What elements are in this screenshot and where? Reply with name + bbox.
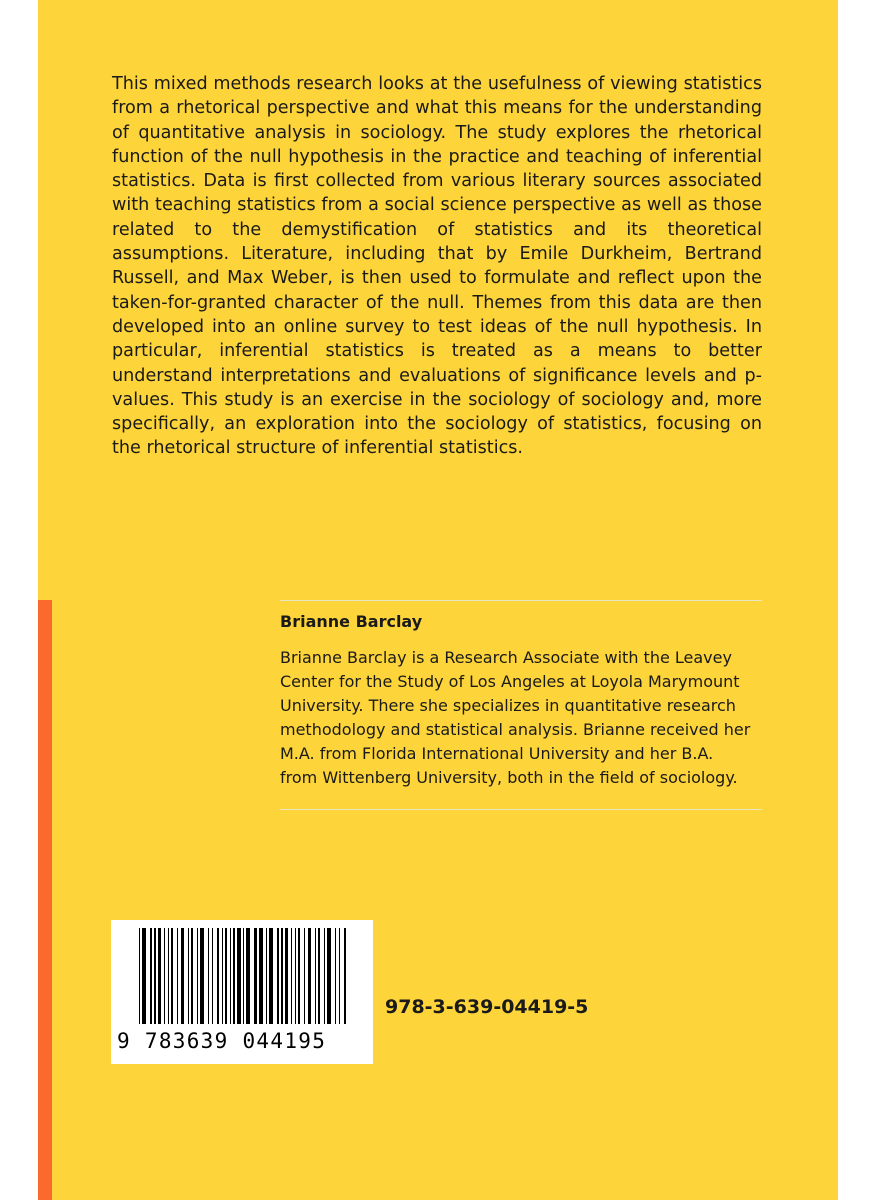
barcode-bar: [335, 928, 336, 1024]
barcode-bar: [269, 928, 273, 1024]
barcode-bar: [266, 928, 267, 1024]
barcode-bar: [327, 928, 331, 1024]
barcode-bar: [298, 928, 300, 1024]
barcode-bar: [188, 928, 189, 1024]
barcode-bar: [150, 928, 152, 1024]
barcode-bar: [339, 928, 340, 1024]
barcode-bar: [200, 928, 204, 1024]
barcode-bar: [139, 928, 140, 1024]
author-bio-line: from Wittenberg University, both in the field of sociology.: [280, 768, 738, 787]
barcode-bar: [230, 928, 231, 1024]
barcode: [111, 920, 373, 1064]
author-bio-line: Center for the Study of Los Angeles at Loyola Marymount: [280, 672, 740, 691]
barcode-bar: [243, 928, 244, 1024]
barcode-digits: 9 783639 044195: [117, 1029, 327, 1053]
author-bio-line: methodology and statistical analysis. Brianne received her: [280, 720, 751, 739]
barcode-bar: [208, 928, 209, 1024]
barcode-bar: [344, 928, 346, 1024]
barcode-bar: [168, 928, 169, 1024]
barcode-bar: [315, 928, 316, 1024]
isbn-number: 978-3-639-04419-5: [385, 996, 589, 1018]
author-bio-line: University. There she specializes in quantitative research: [280, 696, 736, 715]
barcode-bar: [318, 928, 320, 1024]
author-bio-line: Brianne Barclay is a Research Associate with the Leavey: [280, 648, 732, 667]
barcode-bar: [212, 928, 213, 1024]
barcode-bar: [225, 928, 227, 1024]
barcode-bar: [191, 928, 193, 1024]
barcode-bar: [291, 928, 292, 1024]
barcode-bar: [233, 928, 235, 1024]
barcode-bar: [304, 928, 305, 1024]
barcode-bar: [259, 928, 263, 1024]
barcode-bar: [324, 928, 325, 1024]
divider-bottom: [280, 809, 762, 810]
barcode-bar: [246, 928, 250, 1024]
barcode-bar: [308, 928, 311, 1024]
barcode-bar: [237, 928, 241, 1024]
author-bio-line: M.A. from Florida International University and her B.A.: [280, 744, 714, 763]
barcode-bar: [285, 928, 288, 1024]
author-name: Brianne Barclay: [280, 612, 423, 631]
spine-stripe: [38, 600, 52, 1200]
divider-top: [280, 600, 762, 601]
barcode-bar: [254, 928, 257, 1024]
barcode-bar: [277, 928, 279, 1024]
barcode-bar: [171, 928, 173, 1024]
abstract-text: This mixed methods research looks at the usefulness of viewing statistics from a rhetorical perspective and what this means for the understanding of quantitative analysis in sociology. The study explores the rhetorical function of the null hypothesis in the practice and teaching of inferential statistics. Data is first collected from various literary sources associated with teaching statistics from a social science perspective as well as those related to the demystification of statistics and its theoretical assumptions. Literature, including that by Emile Durkheim, Bertrand Russell, and Max Weber, is then used to formulate and reflect upon the taken-for-granted character of the null. Themes from this data are then developed into an online survey to test ideas of the null hypothesis. In particular, inferential statistics is treated as a means to better understand interpretations and evaluations of significance levels and p-values. This study is an exercise in the sociology of sociology and, more specifically, an exploration into the sociology of statistics, focusing on the rhetorical structure of inferential statistics.: [112, 74, 762, 459]
barcode-bar: [177, 928, 178, 1024]
barcode-bar: [154, 928, 156, 1024]
barcode-bar: [158, 928, 161, 1024]
barcode-bar: [164, 928, 165, 1024]
barcode-bar: [281, 928, 283, 1024]
barcode-bar: [197, 928, 198, 1024]
barcode-bar: [222, 928, 223, 1024]
barcode-bar: [295, 928, 296, 1024]
barcode-bar: [217, 928, 219, 1024]
author-bio: [280, 646, 770, 790]
barcode-bar: [181, 928, 184, 1024]
barcode-bar: [142, 928, 146, 1024]
